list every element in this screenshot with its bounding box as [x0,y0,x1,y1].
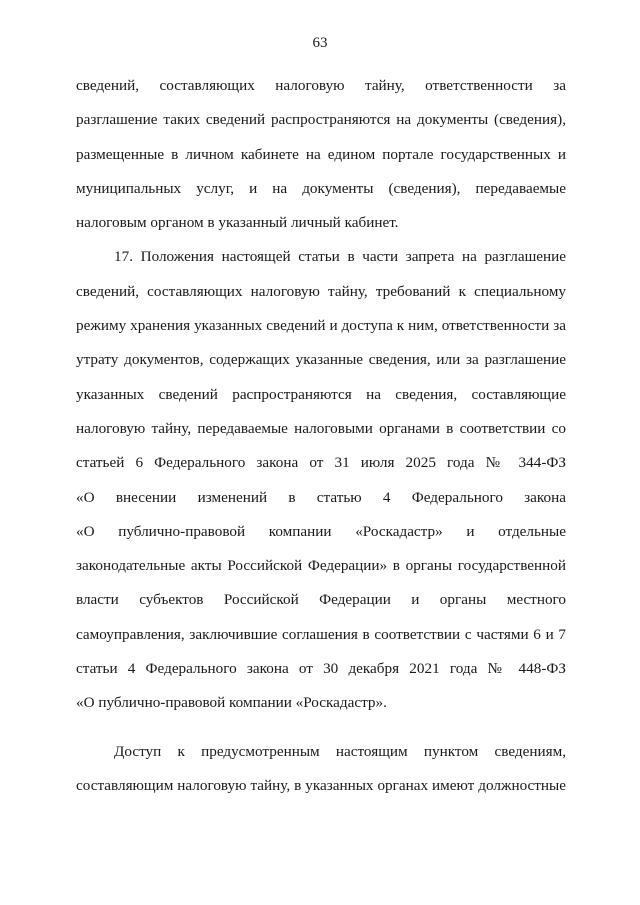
body-text [76,74,566,808]
text-line: сведений, составляющих налоговую тайну, требований к специальному [76,282,566,300]
page-number: 63 [312,35,328,51]
text-line: «О публично-правовой компании «Роскадастр». [76,694,387,712]
text-line: разглашение таких сведений распространяются на документы (сведения), [76,111,566,129]
text-line: режиму хранения указанных сведений и доступа к ним, ответственности за [76,317,566,335]
paragraph-item-17 [76,245,566,725]
text-line: 17. Положения настоящей статьи в части запрета на разглашение [114,248,566,266]
text-line: власти субъектов Российской Федерации и органы местного [76,591,566,609]
text-line: «О внесении изменений в статью 4 Федерального закона [76,488,566,506]
text-line: муниципальных услуг, и на документы (сведения), передаваемые [76,179,566,197]
text-line: сведений, составляющих налоговую тайну, ответственности за [76,77,566,94]
text-line: указанных сведений распространяются на сведения, составляющие [76,385,566,403]
text-line: налоговым органом в указанный личный кабинет. [76,214,399,232]
text-line: налоговую тайну, передаваемые налоговыми органами в соответствии со [76,419,566,437]
text-line: статьей 6 Федерального закона от 31 июля 2025 года № 344-ФЗ [76,454,566,472]
paragraph-continuation [76,74,566,245]
text-line: размещенные в личном кабинете на едином портале государственных и [76,145,566,163]
text-line: законодательные акты Российской Федерации» в органы государственной [76,557,566,575]
text-line: самоуправления, заключившие соглашения в соответствии с частями 6 и 7 [76,625,566,643]
text-line: составляющим налоговую тайну, в указанных органах имеют должностные [76,776,566,794]
text-line: «О публично-правовой компании «Роскадастр» и отдельные [76,522,566,540]
text-line: статьи 4 Федерального закона от 30 декабря 2021 года № 448-ФЗ [76,660,566,678]
text-line: Доступ к предусмотренным настоящим пунктом сведениям, [114,742,566,760]
paragraph-gap [76,726,566,740]
text-line: утрату документов, содержащих указанные сведения, или за разглашение [76,351,566,369]
paragraph-access [76,740,566,809]
